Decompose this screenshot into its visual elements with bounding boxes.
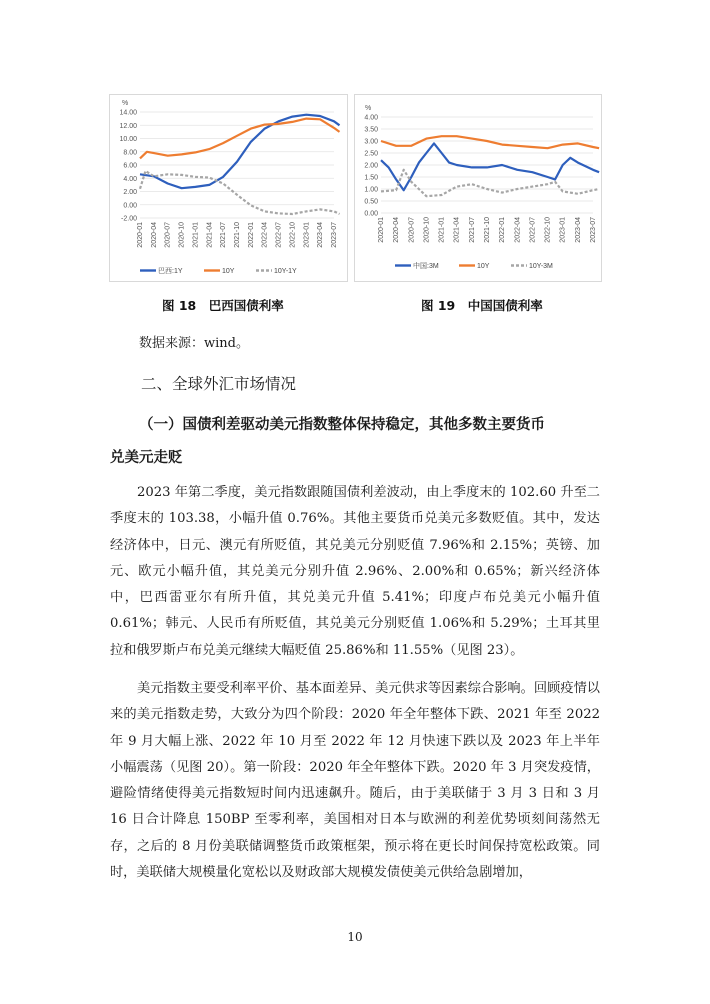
x-tick-label: 2023-01 [303, 222, 311, 248]
y-tick-label: 3.50 [364, 126, 378, 134]
y-tick-label: 3.00 [364, 138, 378, 146]
x-tick-label: 2021-07 [220, 222, 228, 248]
x-tick-label: 2020-10 [178, 222, 186, 248]
y-tick-label: 2.00 [123, 189, 137, 196]
x-tick-label: 2022-04 [514, 217, 522, 243]
chart-china [354, 94, 602, 282]
x-tick-label: 2022-07 [529, 217, 537, 243]
x-tick-label: 2023-01 [559, 217, 567, 243]
y-tick-label: 0.00 [364, 210, 378, 218]
y-tick-label: 14.00 [119, 109, 137, 117]
y-tick-label: 6.00 [123, 162, 137, 170]
legend-label: 巴西:1Y [158, 268, 183, 275]
subsection-title-line1: （一）国债利差驱动美元指数整体保持稳定，其他多数主要货币 [139, 417, 545, 433]
x-tick-label: 2020-01 [378, 217, 385, 243]
x-tick-label: 2021-10 [234, 222, 241, 248]
x-tick-label: 2022-07 [275, 222, 283, 248]
x-tick-label: 2020-04 [150, 222, 158, 248]
chart-brazil [109, 94, 348, 282]
x-tick-label: 2022-01 [499, 217, 507, 243]
y-tick-label: 4.00 [364, 114, 378, 122]
y-tick-label: 2.50 [364, 150, 378, 158]
x-tick-label: 2022-01 [247, 222, 255, 248]
x-tick-label: 2023-04 [317, 222, 325, 248]
subsection-title-line2: 兑美元走贬 [110, 450, 183, 466]
x-tick-label: 2022-04 [261, 222, 269, 248]
y-tick-label: 12.00 [119, 122, 137, 130]
x-tick-label: 2022-10 [289, 222, 297, 248]
x-tick-label: 2020-10 [423, 217, 431, 243]
y-tick-label: 10.00 [119, 136, 137, 143]
x-tick-label: 2020-07 [408, 217, 416, 243]
y-tick-label: 2.00 [364, 162, 378, 170]
y-tick-label: -2.00 [121, 215, 137, 223]
section-title: 二、全球外汇市场情况 [141, 375, 297, 393]
y-tick-label: 1.50 [364, 174, 378, 182]
y-tick-label: 8.00 [123, 149, 137, 157]
x-tick-label: 2022-10 [544, 217, 552, 243]
chart-brazil-svg [110, 95, 347, 281]
legend-label: 10Y-1Y [274, 268, 297, 275]
data-source: 数据来源：wind。 [139, 336, 249, 351]
legend-label: 10Y [222, 268, 235, 275]
x-tick-label: 2023-07 [590, 217, 597, 243]
x-tick-label: 2023-07 [331, 222, 338, 248]
caption-fig19: 图 19 中国国债利率 [421, 298, 543, 313]
x-tick-label: 2021-04 [453, 217, 461, 243]
x-tick-label: 2021-10 [484, 217, 491, 243]
paragraph-2: 美元指数主要受利率平价、基本面差异、美元供求等因素综合影响。回顾疫情以来的美元指数走势，大致分为四个阶段：2020 年全年整体下跌、2021 年至 2022 年 9 月大幅上涨、2022 年 10 月至 2022 年 12 月快速下跌以及 2023 年上半年小幅震荡（见图 20）。第一阶段：2020 年全年整体下跌。2020 年 3 月突发疫情，避险情绪使得美元指数短时间内迅速飙升。随后，由于美联储于 3 月 3 日和 3 月 16 日合计降息 150BP 至零利率，美国相对日本与欧洲的利差优势顷刻间荡然无存，之后的 8 月份美联储调整货币政策框架，预示将在更长时间保持宽松政策。同时，美联储大规模量化宽松以及财政部大规模发债使美元供给急剧增加， [110, 681, 600, 881]
x-tick-label: 2023-04 [574, 217, 582, 243]
caption-fig18: 图 18 巴西国债利率 [162, 298, 284, 313]
x-tick-label: 2021-04 [206, 222, 214, 248]
series-line-0 [381, 143, 599, 190]
x-tick-label: 2020-04 [393, 217, 401, 243]
chart-china-svg [355, 95, 601, 281]
series-line-1 [381, 136, 599, 148]
series-line-2 [140, 171, 340, 214]
legend-label: 10Y-3M [529, 263, 553, 270]
y-unit-label: % [122, 100, 129, 107]
x-tick-label: 2021-07 [468, 217, 476, 243]
y-unit-label: % [365, 105, 372, 112]
y-tick-label: 4.00 [123, 175, 137, 183]
legend-label: 10Y [477, 263, 490, 270]
x-tick-label: 2020-01 [137, 222, 144, 248]
y-tick-label: 1.00 [364, 186, 378, 194]
paragraph-1: 2023 年第二季度，美元指数跟随国债利差波动，由上季度末的 102.60 升至二季度末的 103.38，小幅升值 0.76%。其他主要货币兑美元多数贬值。其中，发达经济体中，日元、澳元有所贬值，其兑美元分别贬值 7.96%和 2.15%；英镑、加元、欧元小幅升值，其兑美元分别升值 2.96%、2.00%和 0.65%；新兴经济体中，巴西雷亚尔有所升值，其兑美元升值 5.41%；印度卢布兑美元小幅升值 0.61%；韩元、人民币有所贬值，其兑美元分别贬值 1.06%和 5.29%；土耳其里拉和俄罗斯卢布兑美元继续大幅贬值 25.86%和 11.55%（见图 23）。 [110, 485, 600, 658]
legend-label: 中国:3M [413, 263, 439, 270]
y-tick-label: 0.50 [364, 198, 378, 206]
x-tick-label: 2021-01 [192, 222, 200, 248]
y-tick-label: 0.00 [123, 202, 137, 210]
x-tick-label: 2021-01 [438, 217, 446, 243]
page-number: 10 [347, 930, 363, 944]
x-tick-label: 2020-07 [164, 222, 172, 248]
